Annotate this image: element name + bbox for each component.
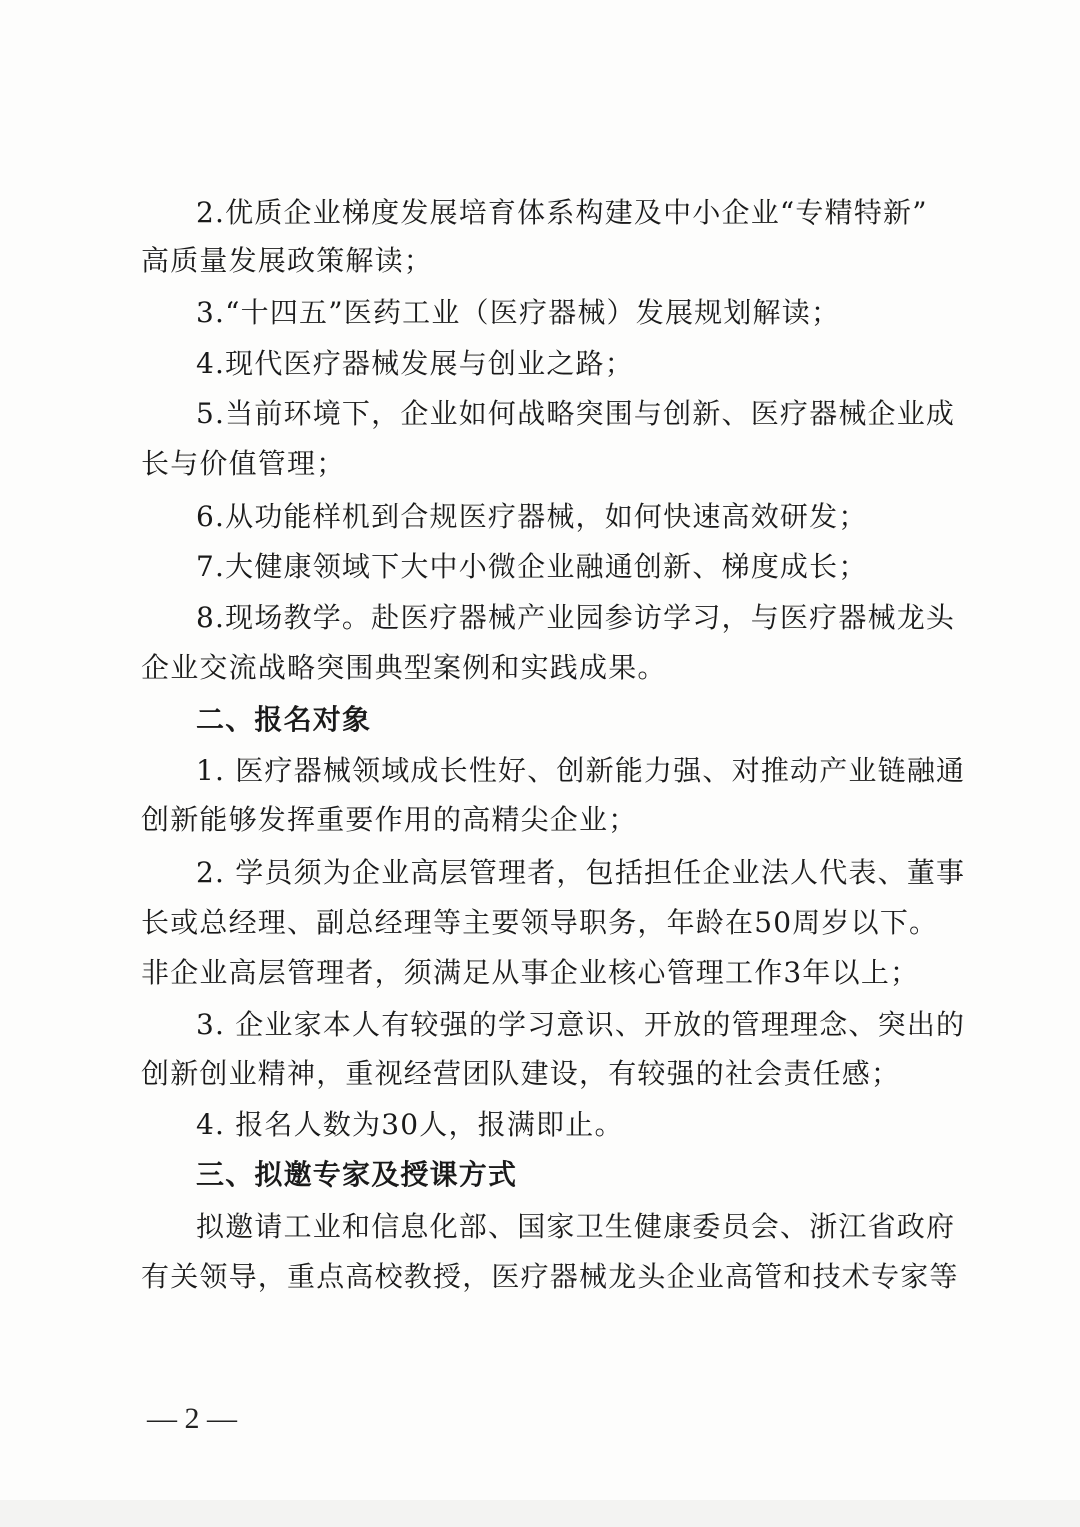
list-item-2-line-1: 2.优质企业梯度发展培育体系构建及中小企业“专精特新” <box>196 196 928 229</box>
experts-paragraph-line-1: 拟邀请工业和信息化部、国家卫生健康委员会、浙江省政府 <box>196 1210 956 1243</box>
list-item-8-line-2: 企业交流战略突围典型案例和实践成果。 <box>141 651 667 684</box>
section-heading-experts: 三、拟邀专家及授课方式 <box>196 1158 518 1191</box>
list-item-6: 6.从功能样机到合规医疗器械，如何快速高效研发； <box>196 500 868 533</box>
registration-item-3-line-2: 创新创业精神，重视经营团队建设，有较强的社会责任感； <box>141 1057 901 1090</box>
list-item-7: 7.大健康领域下大中小微企业融通创新、梯度成长； <box>196 550 868 583</box>
scan-edge <box>0 1500 1080 1527</box>
list-item-3: 3.“十四五”医药工业（医疗器械）发展规划解读； <box>196 296 841 329</box>
registration-item-3-line-1: 3. 企业家本人有较强的学习意识、开放的管理理念、突出的 <box>196 1008 966 1041</box>
registration-item-2-line-1: 2. 学员须为企业高层管理者，包括担任企业法人代表、董事 <box>196 856 966 889</box>
list-item-5-line-1: 5.当前环境下，企业如何战略突围与创新、医疗器械企业成 <box>196 397 956 430</box>
registration-item-1-line-2: 创新能够发挥重要作用的高精尖企业； <box>141 803 638 836</box>
list-item-8-line-1: 8.现场教学。赴医疗器械产业园参访学习，与医疗器械龙头 <box>196 601 956 634</box>
list-item-4: 4.现代医疗器械发展与创业之路； <box>196 347 634 380</box>
section-heading-registration: 二、报名对象 <box>196 703 372 736</box>
registration-item-1-line-1: 1. 医疗器械领域成长性好、创新能力强、对推动产业链融通 <box>196 754 966 787</box>
registration-item-2-line-3: 非企业高层管理者，须满足从事企业核心管理工作3年以上； <box>141 956 920 989</box>
registration-item-4: 4. 报名人数为30人，报满即止。 <box>196 1108 624 1141</box>
list-item-2-line-2: 高质量发展政策解读； <box>141 244 434 277</box>
list-item-5-line-2: 长与价值管理； <box>141 447 346 480</box>
registration-item-2-line-2: 长或总经理、副总经理等主要领导职务，年龄在50周岁以下。 <box>141 906 939 939</box>
experts-paragraph-line-2: 有关领导，重点高校教授，医疗器械龙头企业高管和技术专家等 <box>141 1260 959 1293</box>
page-number: — 2 — <box>147 1402 237 1435</box>
